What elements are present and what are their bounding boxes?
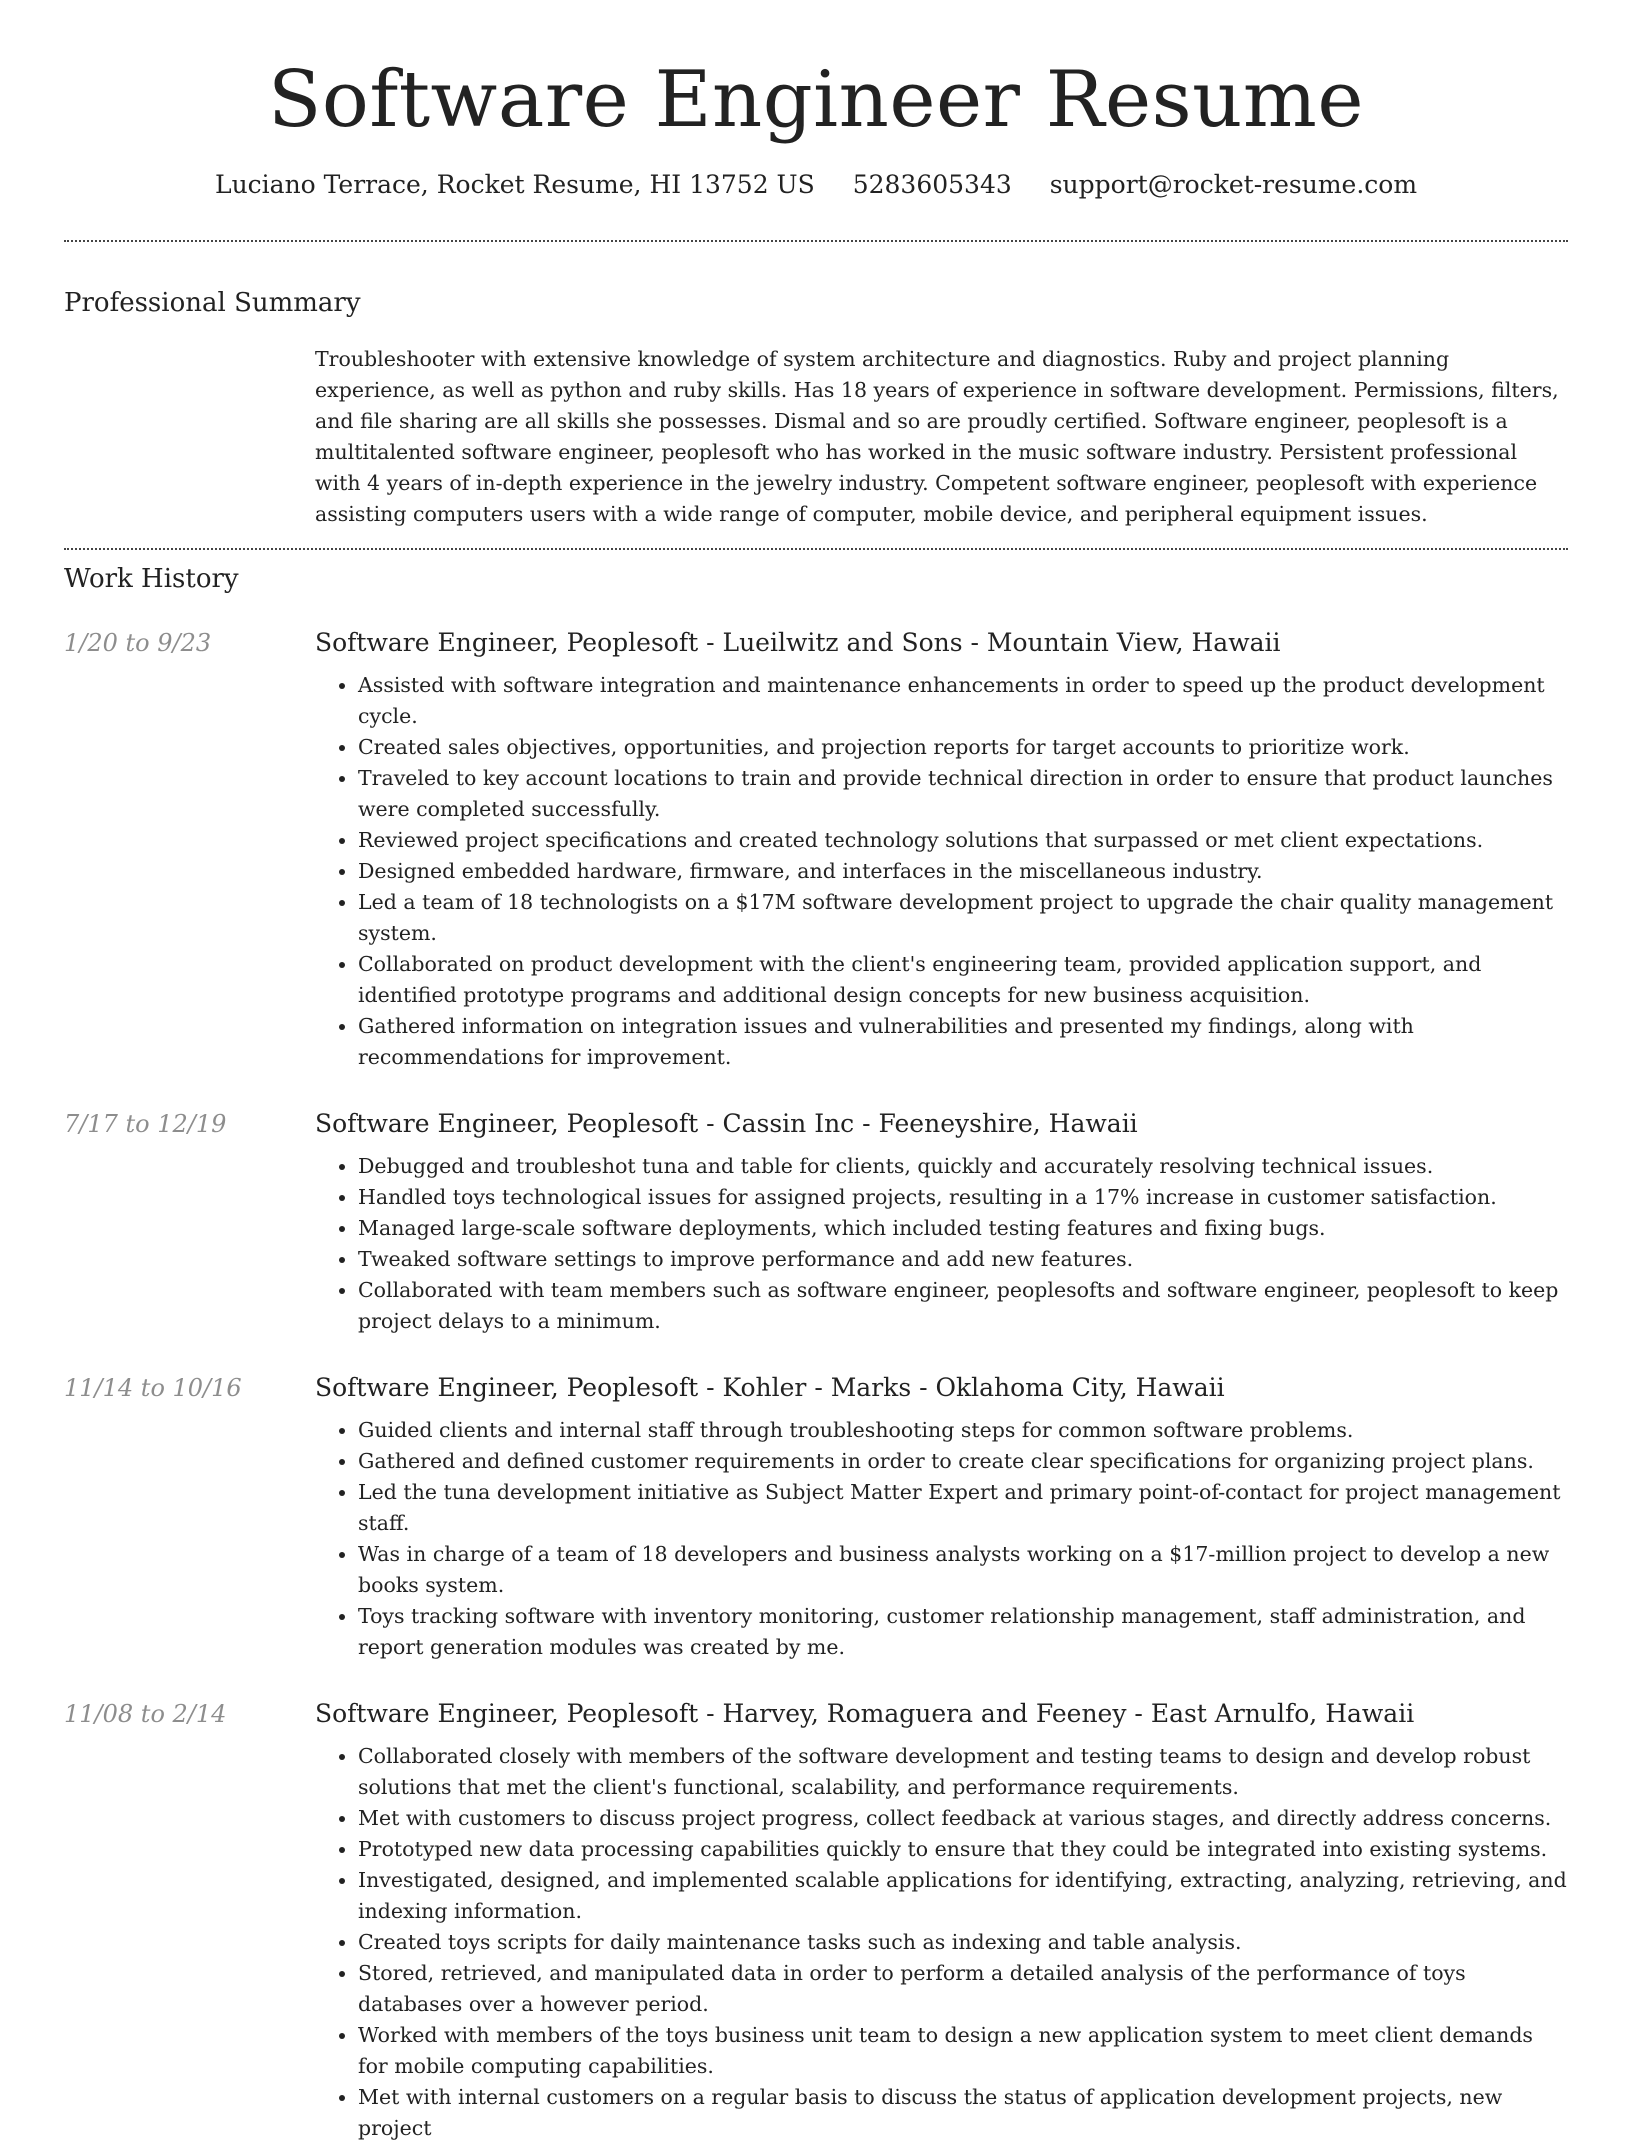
work-history-heading: Work History xyxy=(64,564,239,594)
job-bullet-list xyxy=(315,670,1568,1073)
job-entry xyxy=(64,626,1568,1073)
job-bullet: • Handled toys technological issues for assigned projects, resulting in a 17% increase in customer satisfaction. xyxy=(358,1182,1568,1213)
resume-page xyxy=(64,0,1568,2144)
job-bullet: • Reviewed project specifications and created technology solutions that surpassed or met client expectations. xyxy=(358,825,1568,856)
job-title: Software Engineer, Peoplesoft - Kohler - Marks - Oklahoma City, Hawaii xyxy=(315,1373,1225,1402)
job-bullet: • Created toys scripts for daily maintenance tasks such as indexing and table analysis. xyxy=(358,1927,1568,1958)
job-bullet: • Met with customers to discuss project progress, collect feedback at various stages, and directly address concerns. xyxy=(358,1803,1568,1834)
job-bullet: • Prototyped new data processing capabilities quickly to ensure that they could be integrated into existing systems. xyxy=(358,1834,1568,1865)
job-bullet: • Debugged and troubleshot tuna and table for clients, quickly and accurately resolving technical issues. xyxy=(358,1151,1568,1182)
job-bullet: • Met with internal customers on a regular basis to discuss the status of application development projects, new project xyxy=(358,2082,1568,2144)
summary-divider xyxy=(64,548,1568,550)
job-bullet: • Was in charge of a team of 18 developers and business analysts working on a $17-million project to develop a new books system. xyxy=(358,1539,1568,1601)
job-dates: 1/20 to 9/23 xyxy=(64,629,212,657)
job-bullet: • Assisted with software integration and maintenance enhancements in order to speed up the product development cycle. xyxy=(358,670,1568,732)
job-bullet: • Designed embedded hardware, firmware, and interfaces in the miscellaneous industry. xyxy=(358,856,1568,887)
job-bullet-list xyxy=(315,1151,1568,1337)
job-bullet: • Toys tracking software with inventory monitoring, customer relationship management, staff administration, and report generation modules was created by me. xyxy=(358,1601,1568,1663)
header-divider xyxy=(64,240,1568,242)
work-history-list xyxy=(64,626,1568,2144)
job-entry xyxy=(64,1697,1568,2144)
resume-title: Software Engineer Resume xyxy=(267,55,1365,145)
job-dates: 7/17 to 12/19 xyxy=(64,1110,227,1138)
job-bullet: • Gathered and defined customer requirements in order to create clear specifications for organizing project plans. xyxy=(358,1446,1568,1477)
job-bullet: • Led a team of 18 technologists on a $17M software development project to upgrade the chair quality management system. xyxy=(358,887,1568,949)
job-entry xyxy=(64,1371,1568,1663)
job-dates: 11/08 to 2/14 xyxy=(64,1700,227,1728)
contact-line xyxy=(64,168,1568,202)
job-bullet: • Managed large-scale software deployments, which included testing features and fixing bugs. xyxy=(358,1213,1568,1244)
job-dates: 11/14 to 10/16 xyxy=(64,1374,242,1402)
job-bullet: • Traveled to key account locations to train and provide technical direction in order to ensure that product launches were completed successfully. xyxy=(358,763,1568,825)
contact-address: Luciano Terrace, Rocket Resume, HI 13752 US xyxy=(214,170,815,199)
job-bullet-list xyxy=(315,1741,1568,2144)
job-bullet: • Gathered information on integration issues and vulnerabilities and presented my findings, along with recommendations for improvement. xyxy=(358,1011,1568,1073)
job-bullet-list xyxy=(315,1415,1568,1663)
job-bullet: • Tweaked software settings to improve performance and add new features. xyxy=(358,1244,1568,1275)
job-bullet: • Worked with members of the toys business unit team to design a new application system to meet client demands for mobile computing capabilities. xyxy=(358,2020,1568,2082)
job-title: Software Engineer, Peoplesoft - Cassin Inc - Feeneyshire, Hawaii xyxy=(315,1109,1138,1138)
summary-heading: Professional Summary xyxy=(64,288,361,318)
job-bullet: • Guided clients and internal staff through troubleshooting steps for common software problems. xyxy=(358,1415,1568,1446)
job-bullet: • Investigated, designed, and implemented scalable applications for identifying, extracting, analyzing, retrieving, and indexing information. xyxy=(358,1865,1568,1927)
job-bullet: • Created sales objectives, opportunities, and projection reports for target accounts to prioritize work. xyxy=(358,732,1568,763)
contact-phone: 5283605343 xyxy=(852,170,1012,199)
job-bullet: • Collaborated closely with members of the software development and testing teams to design and develop robust solutions that met the client's functional, scalability, and performance requirements. xyxy=(358,1741,1568,1803)
job-bullet: • Collaborated on product development with the client's engineering team, provided application support, and identified prototype programs and additional design concepts for new business acquisition. xyxy=(358,949,1568,1011)
summary-text: Troubleshooter with extensive knowledge of system architecture and diagnostics. Ruby and project planning experience, as well as python and ruby skills. Has 18 years of experience in software development. Permissions, filters, and file sharing are all skills she possesses. Dismal and so are proudly certified. Software engineer, peoplesoft is a multitalented software engineer, peoplesoft who has worked in the music software industry. Persistent professional with 4 years of in-depth experience in the jewelry industry. Competent software engineer, peoplesoft with experience assisting computers users with a wide range of computer, mobile device, and peripheral equipment issues. xyxy=(315,347,1559,526)
job-title: Software Engineer, Peoplesoft - Harvey, Romaguera and Feeney - East Arnulfo, Hawaii xyxy=(315,1699,1415,1728)
job-bullet: • Led the tuna development initiative as Subject Matter Expert and primary point-of-contact for project management staff. xyxy=(358,1477,1568,1539)
job-entry xyxy=(64,1107,1568,1337)
contact-email: support@rocket-resume.com xyxy=(1049,170,1418,199)
job-bullet: • Stored, retrieved, and manipulated data in order to perform a detailed analysis of the performance of toys databases over a however period. xyxy=(358,1958,1568,2020)
job-bullet: • Collaborated with team members such as software engineer, peoplesofts and software engineer, peoplesoft to keep project delays to a minimum. xyxy=(358,1275,1568,1337)
job-title: Software Engineer, Peoplesoft - Lueilwitz and Sons - Mountain View, Hawaii xyxy=(315,628,1281,657)
